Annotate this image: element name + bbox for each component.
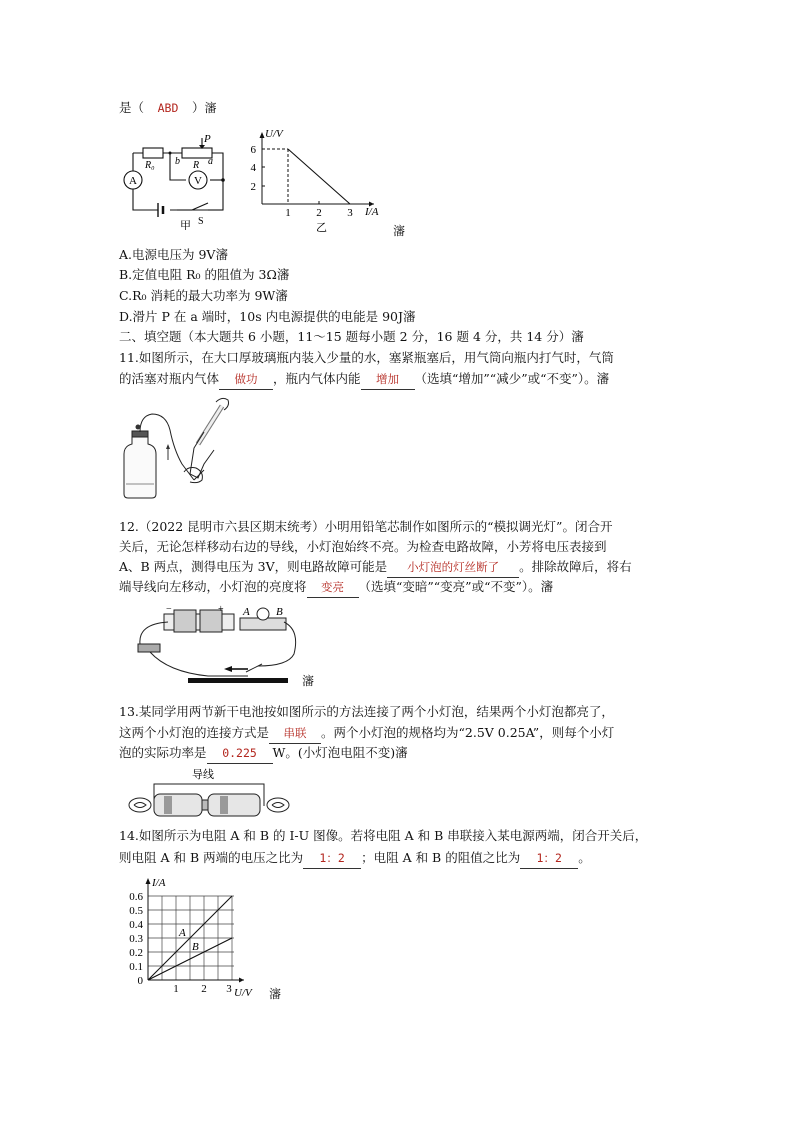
- q11-answer-1: 做功: [219, 370, 273, 390]
- terminal-b-label: b: [175, 156, 180, 167]
- q10-stem-prefix: 是（: [119, 100, 145, 115]
- q12-line4: [119, 577, 553, 598]
- q14-line-b-label: B: [192, 941, 199, 953]
- q14-ytick: 0.4: [129, 919, 143, 931]
- q11-line1: 11.如图所示，在大口厚玻璃瓶内装入少量的水，塞紧瓶塞后，用气筒向瓶内打气时，气筒: [119, 350, 614, 365]
- q12-text-d: （选填“变暗”“变亮”或“不变”）。瀋: [358, 579, 554, 594]
- q13-wire-label: 导线: [192, 769, 214, 781]
- q10-ytick: 6: [250, 144, 256, 156]
- q11-text-c: （选填“增加”“减少”或“不变”）。瀋: [414, 371, 610, 386]
- q10-circuit-figure: [120, 130, 235, 230]
- q10-graph-xlabel: I/A: [365, 206, 379, 218]
- q12-dimmer-figure: [128, 600, 303, 688]
- q12-text-c: 端导线向左移动，小灯泡的亮度将: [119, 579, 307, 594]
- q14-answer-2: 1：2: [520, 849, 578, 869]
- q12-answer-2: 变亮: [307, 578, 359, 598]
- q13-text-b: 。两个小灯泡的规格均为“2.5V 0.25A”，则每个小灯: [321, 725, 615, 740]
- rheostat-r-label: R: [193, 160, 200, 171]
- circuit-caption: 甲: [180, 220, 191, 230]
- q12-text-a: A、B 两点，测得电压为 3V，则电路故障可能是: [119, 559, 388, 574]
- q13-text-d: W。(小灯泡电阻不变)瀋: [272, 745, 408, 760]
- q14-text-b: ；电阻 A 和 B 的阻值之比为: [361, 850, 521, 865]
- q10-option-a: A.电源电压为 9V瀋: [119, 247, 228, 262]
- q14-mark: 瀋: [269, 987, 282, 1001]
- q14-ytick: 0.2: [129, 947, 143, 959]
- q10-mark: 瀋: [204, 101, 217, 115]
- q14-ytick: 0.3: [129, 933, 143, 945]
- q10-stem: [119, 98, 217, 118]
- q13-text-c: 泡的实际功率是: [119, 745, 207, 760]
- q14-xtick: 2: [201, 983, 207, 995]
- q14-text-c: 。: [578, 850, 591, 865]
- q14-ytick: 0.6: [129, 891, 143, 903]
- q10-option-d: D.滑片 P 在 a 端时，10s 内电源提供的电能是 90J瀋: [119, 309, 416, 324]
- terminal-a-label: a: [208, 156, 213, 167]
- section2-heading: 二、填空题（本大题共 6 小题，11～15 题每小题 2 分，16 题 4 分，共 14 分）瀋: [119, 329, 584, 344]
- q13-line3: [119, 743, 408, 764]
- q11-text-b: ，瓶内气体内能: [273, 371, 361, 386]
- q13-answer-2: 0.225: [207, 744, 273, 764]
- q13-line2: [119, 723, 614, 744]
- q12-answer-1: 小灯泡的灯丝断了: [387, 558, 519, 578]
- q10-stem-suffix: ）: [191, 100, 205, 115]
- q14-iu-graph: [118, 872, 268, 1002]
- q10-graph-caption: 乙: [316, 222, 327, 234]
- pencil-lead-icon: [188, 678, 288, 683]
- q12-line1: 12.（2022 昆明市六县区期末统考）小明用铅笔芯制作如图所示的“模拟调光灯”。闭合开: [119, 519, 613, 534]
- slider-p-label: P: [204, 133, 211, 145]
- q14-line1: 14.如图所示为电阻 A 和 B 的 I-U 图像。若将电阻 A 和 B 串联接入某电源两端，闭合开关后，: [119, 828, 648, 843]
- q13-line1: 13.某同学用两节新干电池按如图所示的方法连接了两个小灯泡，结果两个小灯泡都亮了，: [119, 704, 614, 719]
- q10-xtick: 2: [316, 207, 322, 219]
- q14-ytick: 0.5: [129, 905, 143, 917]
- voltmeter-label: V: [194, 175, 202, 187]
- q14-origin: 0: [137, 975, 143, 987]
- q11-line2: [119, 369, 609, 390]
- q10-ui-graph: [248, 126, 388, 234]
- q13-text-a: 这两个小灯泡的连接方式是: [119, 725, 270, 740]
- r0-label: R₀: [145, 160, 155, 171]
- bulb-icon: [257, 608, 269, 620]
- q12-line3: [119, 557, 632, 578]
- q14-text-a: 则电阻 A 和 B 两端的电压之比为: [119, 850, 304, 865]
- q10-graph-ylabel: U/V: [265, 128, 283, 140]
- q12-label-a: A: [243, 606, 250, 618]
- q12-label-b: B: [276, 606, 283, 618]
- q14-xtick: 3: [226, 983, 232, 995]
- q10-option-b: B.定值电阻 R₀ 的阻值为 3Ω瀋: [119, 267, 290, 282]
- q12-mark: 瀋: [302, 674, 315, 688]
- q10-option-c: C.R₀ 消耗的最大功率为 9W瀋: [119, 288, 288, 303]
- q13-answer-1: 串联: [269, 724, 321, 744]
- q10-xtick: 3: [347, 207, 353, 219]
- battery-minus-icon: −: [166, 604, 172, 615]
- q11-text-a: 的活塞对瓶内气体: [119, 371, 220, 386]
- switch-label: S: [198, 216, 204, 227]
- ammeter-label: A: [129, 175, 137, 187]
- q14-line-a-label: A: [179, 927, 186, 939]
- q13-battery-bulb-figure: [124, 766, 294, 822]
- q14-graph-xlabel: U/V: [234, 987, 252, 999]
- q14-ytick: 0.1: [129, 961, 143, 973]
- q14-line2: [119, 848, 591, 869]
- q14-graph-ylabel: I/A: [152, 877, 166, 889]
- q11-answer-2: 增加: [361, 370, 415, 390]
- q10-xtick: 1: [285, 207, 291, 219]
- q10-answer: ABD: [157, 101, 179, 115]
- battery-plus-icon: +: [218, 604, 224, 615]
- q10-graph-mark: 瀋: [393, 224, 406, 238]
- q11-bottle-pump-figure: [118, 392, 238, 502]
- q10-ytick: 4: [250, 162, 256, 174]
- q12-line2: 关后，无论怎样移动右边的导线，小灯泡始终不亮。为检查电路故障，小芳将电压表接到: [119, 539, 607, 554]
- q14-answer-1: 1：2: [303, 849, 361, 869]
- q10-ytick: 2: [250, 181, 256, 193]
- q14-xtick: 1: [173, 983, 179, 995]
- q12-text-b: 。排除故障后，将右: [519, 559, 632, 574]
